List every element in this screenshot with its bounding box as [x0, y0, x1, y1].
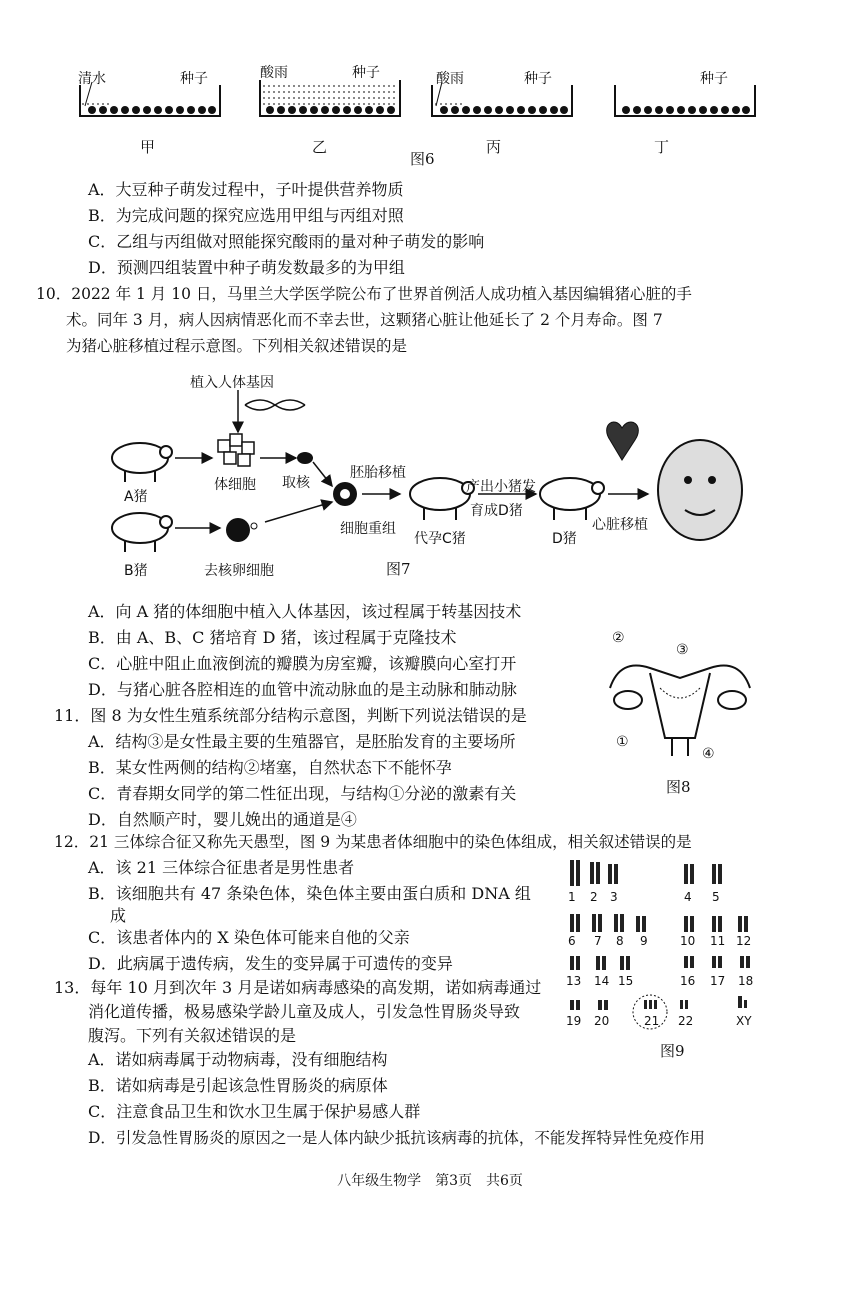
label-embryo-transfer: 胚胎移植 — [350, 465, 406, 481]
chr-14: 14 — [594, 974, 610, 988]
label-take-nucleus: 取核 — [282, 475, 310, 491]
chr-8: 8 — [616, 934, 624, 948]
q10-stem-1: 10．2022 年 1 月 10 日，马里兰大学医学院公布了世界首例活人成功植入基因编辑猪心脏的手 — [36, 285, 692, 303]
chr-3: 3 — [610, 890, 618, 904]
q12-stem: 12．21 三体综合征又称先天愚型，图 9 为某患者体细胞中的染色体组成，相关叙述错误的是 — [54, 833, 692, 851]
q12-option-d: D．此病属于遗传病，发生的变异属于可遗传的变异 — [88, 954, 453, 973]
label-recombine: 细胞重组 — [340, 521, 396, 537]
q13-option-d: D．引发急性胃肠炎的原因之一是人体内缺少抵抗该病毒的抗体，不能发挥特异性免疫作用 — [88, 1129, 705, 1147]
q11-option-a: A．结构③是女性最主要的生殖器官，是胚胎发育的主要场所 — [88, 732, 516, 751]
page-footer: 八年级生物学 第3页 共6页 — [337, 1173, 523, 1189]
chr-16: 16 — [680, 974, 696, 988]
q10-stem-2: 术。同年 3 月，病人因病情恶化而不幸去世，这颗猪心脏让他延长了 2 个月寿命。图 7 — [66, 311, 663, 329]
q9-option-c: C．乙组与丙组做对照能探究酸雨的量对种子萌发的影响 — [88, 232, 485, 251]
group-ding: 丁 — [654, 138, 670, 156]
figure-7-diagram — [100, 370, 760, 590]
label-pig-a: A猪 — [124, 489, 148, 505]
figure-8-caption: 图8 — [666, 778, 691, 796]
marker-2: ② — [612, 630, 625, 646]
q13-option-c: C．注意食品卫生和饮水卫生属于保护易感人群 — [88, 1102, 421, 1121]
chr-7: 7 — [594, 934, 602, 948]
q13-option-b: B．诺如病毒是引起该急性胃肠炎的病原体 — [88, 1076, 388, 1095]
chr-20: 20 — [594, 1014, 610, 1028]
heart-icon — [607, 422, 639, 460]
chr-2: 2 — [590, 890, 598, 904]
chr-9: 9 — [640, 934, 648, 948]
marker-1: ① — [616, 734, 629, 750]
figure-9-caption: 图9 — [660, 1042, 685, 1060]
patient-head-icon — [658, 440, 742, 540]
recombined-cell-icon — [333, 482, 357, 506]
group-bing: 丙 — [486, 138, 502, 156]
seed-experiment-containers — [70, 60, 770, 130]
q12-option-b: B．该细胞共有 47 条染色体，染色体主要由蛋白质和 DNA 组 — [88, 884, 531, 903]
label-insert-gene: 植入人体基因 — [190, 375, 274, 391]
marker-3: ③ — [676, 642, 689, 658]
q9-option-d: D．预测四组装置中种子萌发数最多的为甲组 — [88, 258, 405, 277]
label-seed-ding: 种子 — [700, 71, 728, 87]
q13-stem-2: 消化道传播，极易感染学龄儿童及成人，引发急性胃肠炎导致 — [88, 1002, 521, 1021]
container-yi — [260, 80, 400, 116]
chr-17: 17 — [710, 974, 726, 988]
marker-4: ④ — [702, 746, 715, 762]
q10-option-c: C．心脏中阻止血液倒流的瓣膜为房室瓣，该瓣膜向心室打开 — [88, 654, 517, 673]
chr-11: 11 — [710, 934, 726, 948]
label-birth-1: 产出小猪发 — [466, 479, 536, 495]
q10-option-b: B．由 A、B、C 猪培育 D 猪，该过程属于克隆技术 — [88, 628, 457, 647]
label-acid-yi: 酸雨 — [260, 65, 288, 81]
label-surrogate-c: 代孕C猪 — [414, 531, 466, 547]
label-pig-b: B猪 — [124, 563, 148, 579]
q11-option-c: C．青春期女同学的第二性征出现，与结构①分泌的激素有关 — [88, 784, 517, 803]
label-body-cell: 体细胞 — [214, 477, 256, 493]
chr-10: 10 — [680, 934, 696, 948]
chr-19: 19 — [566, 1014, 582, 1028]
q10-stem-3: 为猪心脏移植过程示意图。下列相关叙述错误的是 — [66, 337, 408, 355]
chr-xy: XY — [736, 1014, 752, 1028]
q13-stem-1: 13．每年 10 月到次年 3 月是诺如病毒感染的高发期，诺如病毒通过 — [54, 978, 542, 997]
group-jia: 甲 — [140, 138, 156, 156]
pig-c-icon — [410, 478, 474, 520]
q10-option-d: D．与猪心脏各腔相连的血管中流动脉血的是主动脉和肺动脉 — [88, 680, 517, 699]
chr-5: 5 — [712, 890, 720, 904]
chr-4: 4 — [684, 890, 692, 904]
label-water: 清水 — [78, 71, 106, 87]
label-acid-bing: 酸雨 — [436, 71, 464, 87]
q12-option-a: A．该 21 三体综合征患者是男性患者 — [88, 858, 355, 877]
container-ding — [615, 85, 755, 116]
chr-1: 1 — [568, 890, 576, 904]
group-yi: 乙 — [312, 138, 328, 156]
label-enucleated-egg: 去核卵细胞 — [204, 563, 274, 579]
label-pig-d: D猪 — [552, 531, 577, 547]
chr-21: 21 — [644, 1014, 660, 1028]
body-cells-icon — [218, 434, 254, 466]
q10-option-a: A．向 A 猪的体细胞中植入人体基因，该过程属于转基因技术 — [88, 602, 522, 621]
q11-option-d: D．自然顺产时，婴儿娩出的通道是④ — [88, 810, 357, 829]
chr-15: 15 — [618, 974, 634, 988]
egg-cell-icon — [226, 518, 257, 542]
q9-option-a: A．大豆种子萌发过程中，子叶提供营养物质 — [88, 180, 404, 199]
nucleus-icon — [297, 452, 313, 464]
q9-option-b: B．为完成问题的探究应选用甲组与丙组对照 — [88, 206, 404, 225]
label-birth-2: 育成D猪 — [470, 503, 523, 519]
q12-option-c: C．该患者体内的 X 染色体可能来自他的父亲 — [88, 928, 410, 947]
q13-stem-3: 腹泻。下列有关叙述错误的是 — [88, 1026, 297, 1045]
chr-13: 13 — [566, 974, 582, 988]
dna-icon — [245, 400, 305, 410]
chr-22: 22 — [678, 1014, 694, 1028]
figure-6-caption: 图6 — [410, 150, 435, 168]
q11-option-b: B．某女性两侧的结构②堵塞，自然状态下不能怀孕 — [88, 758, 452, 777]
q11-stem: 11．图 8 为女性生殖系统部分结构示意图，判断下列说法错误的是 — [54, 706, 527, 725]
label-seed-bing: 种子 — [524, 71, 552, 87]
chr-6: 6 — [568, 934, 576, 948]
pig-b-icon — [112, 513, 172, 552]
q12-option-b-cont: 成 — [110, 906, 127, 925]
label-seed-yi: 种子 — [352, 65, 380, 81]
chr-18: 18 — [738, 974, 754, 988]
chr-12: 12 — [736, 934, 752, 948]
q13-option-a: A．诺如病毒属于动物病毒，没有细胞结构 — [88, 1050, 388, 1069]
figure-7-caption: 图7 — [386, 560, 411, 578]
label-heart-transplant: 心脏移植 — [592, 517, 648, 533]
label-seed-jia: 种子 — [180, 71, 208, 87]
pig-a-icon — [112, 443, 172, 482]
